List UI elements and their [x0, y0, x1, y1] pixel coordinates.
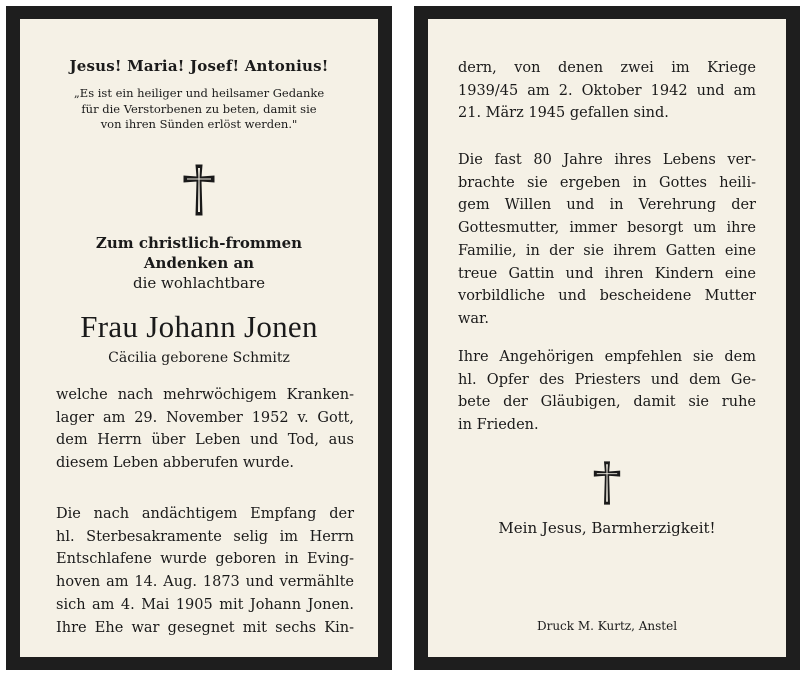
text-line: hoven am 14. Aug. 1873 und vermählte	[56, 574, 354, 591]
text-line: vorbildliche und bescheidene Mutter	[458, 288, 756, 305]
text-line: hl. Sterbesakramente selig im Herrn	[56, 528, 354, 545]
deceased-name: Frau Johann Jonen	[80, 309, 318, 344]
paragraph-biography	[56, 503, 354, 639]
cross-icon	[428, 459, 786, 511]
text-line: 21. März 1945 gefallen sind.	[458, 105, 669, 122]
quote-line: für die Verstorbenen zu beten, damit sie	[81, 101, 317, 116]
paragraph-life	[458, 149, 756, 331]
paragraph-children	[458, 57, 756, 125]
text-line: war.	[458, 310, 490, 327]
quote-line: „Es ist ein heiliger und heilsamer Gedanke	[73, 86, 325, 100]
memorial-heading	[20, 233, 378, 293]
text-line: treue Gattin und ihren Kindern eine	[458, 265, 756, 282]
memorial-line: die wohlachtbare	[133, 274, 265, 292]
closing-prayer: Mein Jesus, Barmherzigkeit!	[498, 519, 716, 537]
paragraph-prayer-request	[458, 346, 756, 437]
text-line: Entschlafene wurde geboren in Eving-	[56, 551, 354, 568]
text-line: sich am 4. Mai 1905 mit Johann Jonen.	[56, 596, 354, 613]
text-line: gem Willen und in Verehrung der	[458, 197, 756, 214]
text-line: 1939/45 am 2. Oktober 1942 und am	[458, 82, 756, 99]
right-page	[414, 6, 800, 670]
text-line: bete der Gläubigen, damit sie ruhe	[458, 394, 756, 411]
text-line: Die fast 80 Jahre ihres Lebens ver-	[458, 152, 756, 168]
text-line: hl. Opfer des Priesters und dem Ge-	[458, 371, 756, 388]
quote	[50, 86, 348, 133]
text-line: welche nach mehrwöchigem Kranken-	[56, 387, 354, 403]
memorial-line: Andenken an	[143, 254, 255, 272]
text-line: Familie, in der sie ihrem Gatten eine	[458, 242, 756, 259]
paragraph-death	[56, 384, 354, 475]
text-line: Gottesmutter, immer besorgt um ihre	[458, 220, 756, 237]
maiden-name: Cäcilia geborene Schmitz	[108, 350, 290, 366]
quote-line: von ihren Sünden erlöst werden."	[100, 117, 298, 131]
printer-imprint: Druck M. Kurtz, Anstel	[536, 619, 678, 633]
text-line: Die nach andächtigem Empfang der	[56, 506, 354, 522]
left-page	[6, 6, 392, 670]
text-line: diesem Leben abberufen wurde.	[56, 455, 295, 472]
text-line: brachte sie ergeben in Gottes heili-	[458, 174, 756, 191]
text-line: in Frieden.	[458, 417, 539, 434]
text-line: dern, von denen zwei im Kriege	[458, 60, 756, 76]
memorial-line: Zum christlich-frommen	[95, 234, 303, 252]
text-line: Ihre Angehörigen empfehlen sie dem	[458, 349, 756, 365]
cross-icon	[20, 162, 378, 222]
text-line: lager am 29. November 1952 v. Gott,	[56, 409, 354, 426]
text-line: Ihre Ehe war gesegnet mit sechs Kin-	[56, 619, 354, 636]
prayer-heading: Jesus! Maria! Josef! Antonius!	[69, 57, 329, 75]
text-line: dem Herrn über Leben und Tod, aus	[56, 432, 354, 449]
